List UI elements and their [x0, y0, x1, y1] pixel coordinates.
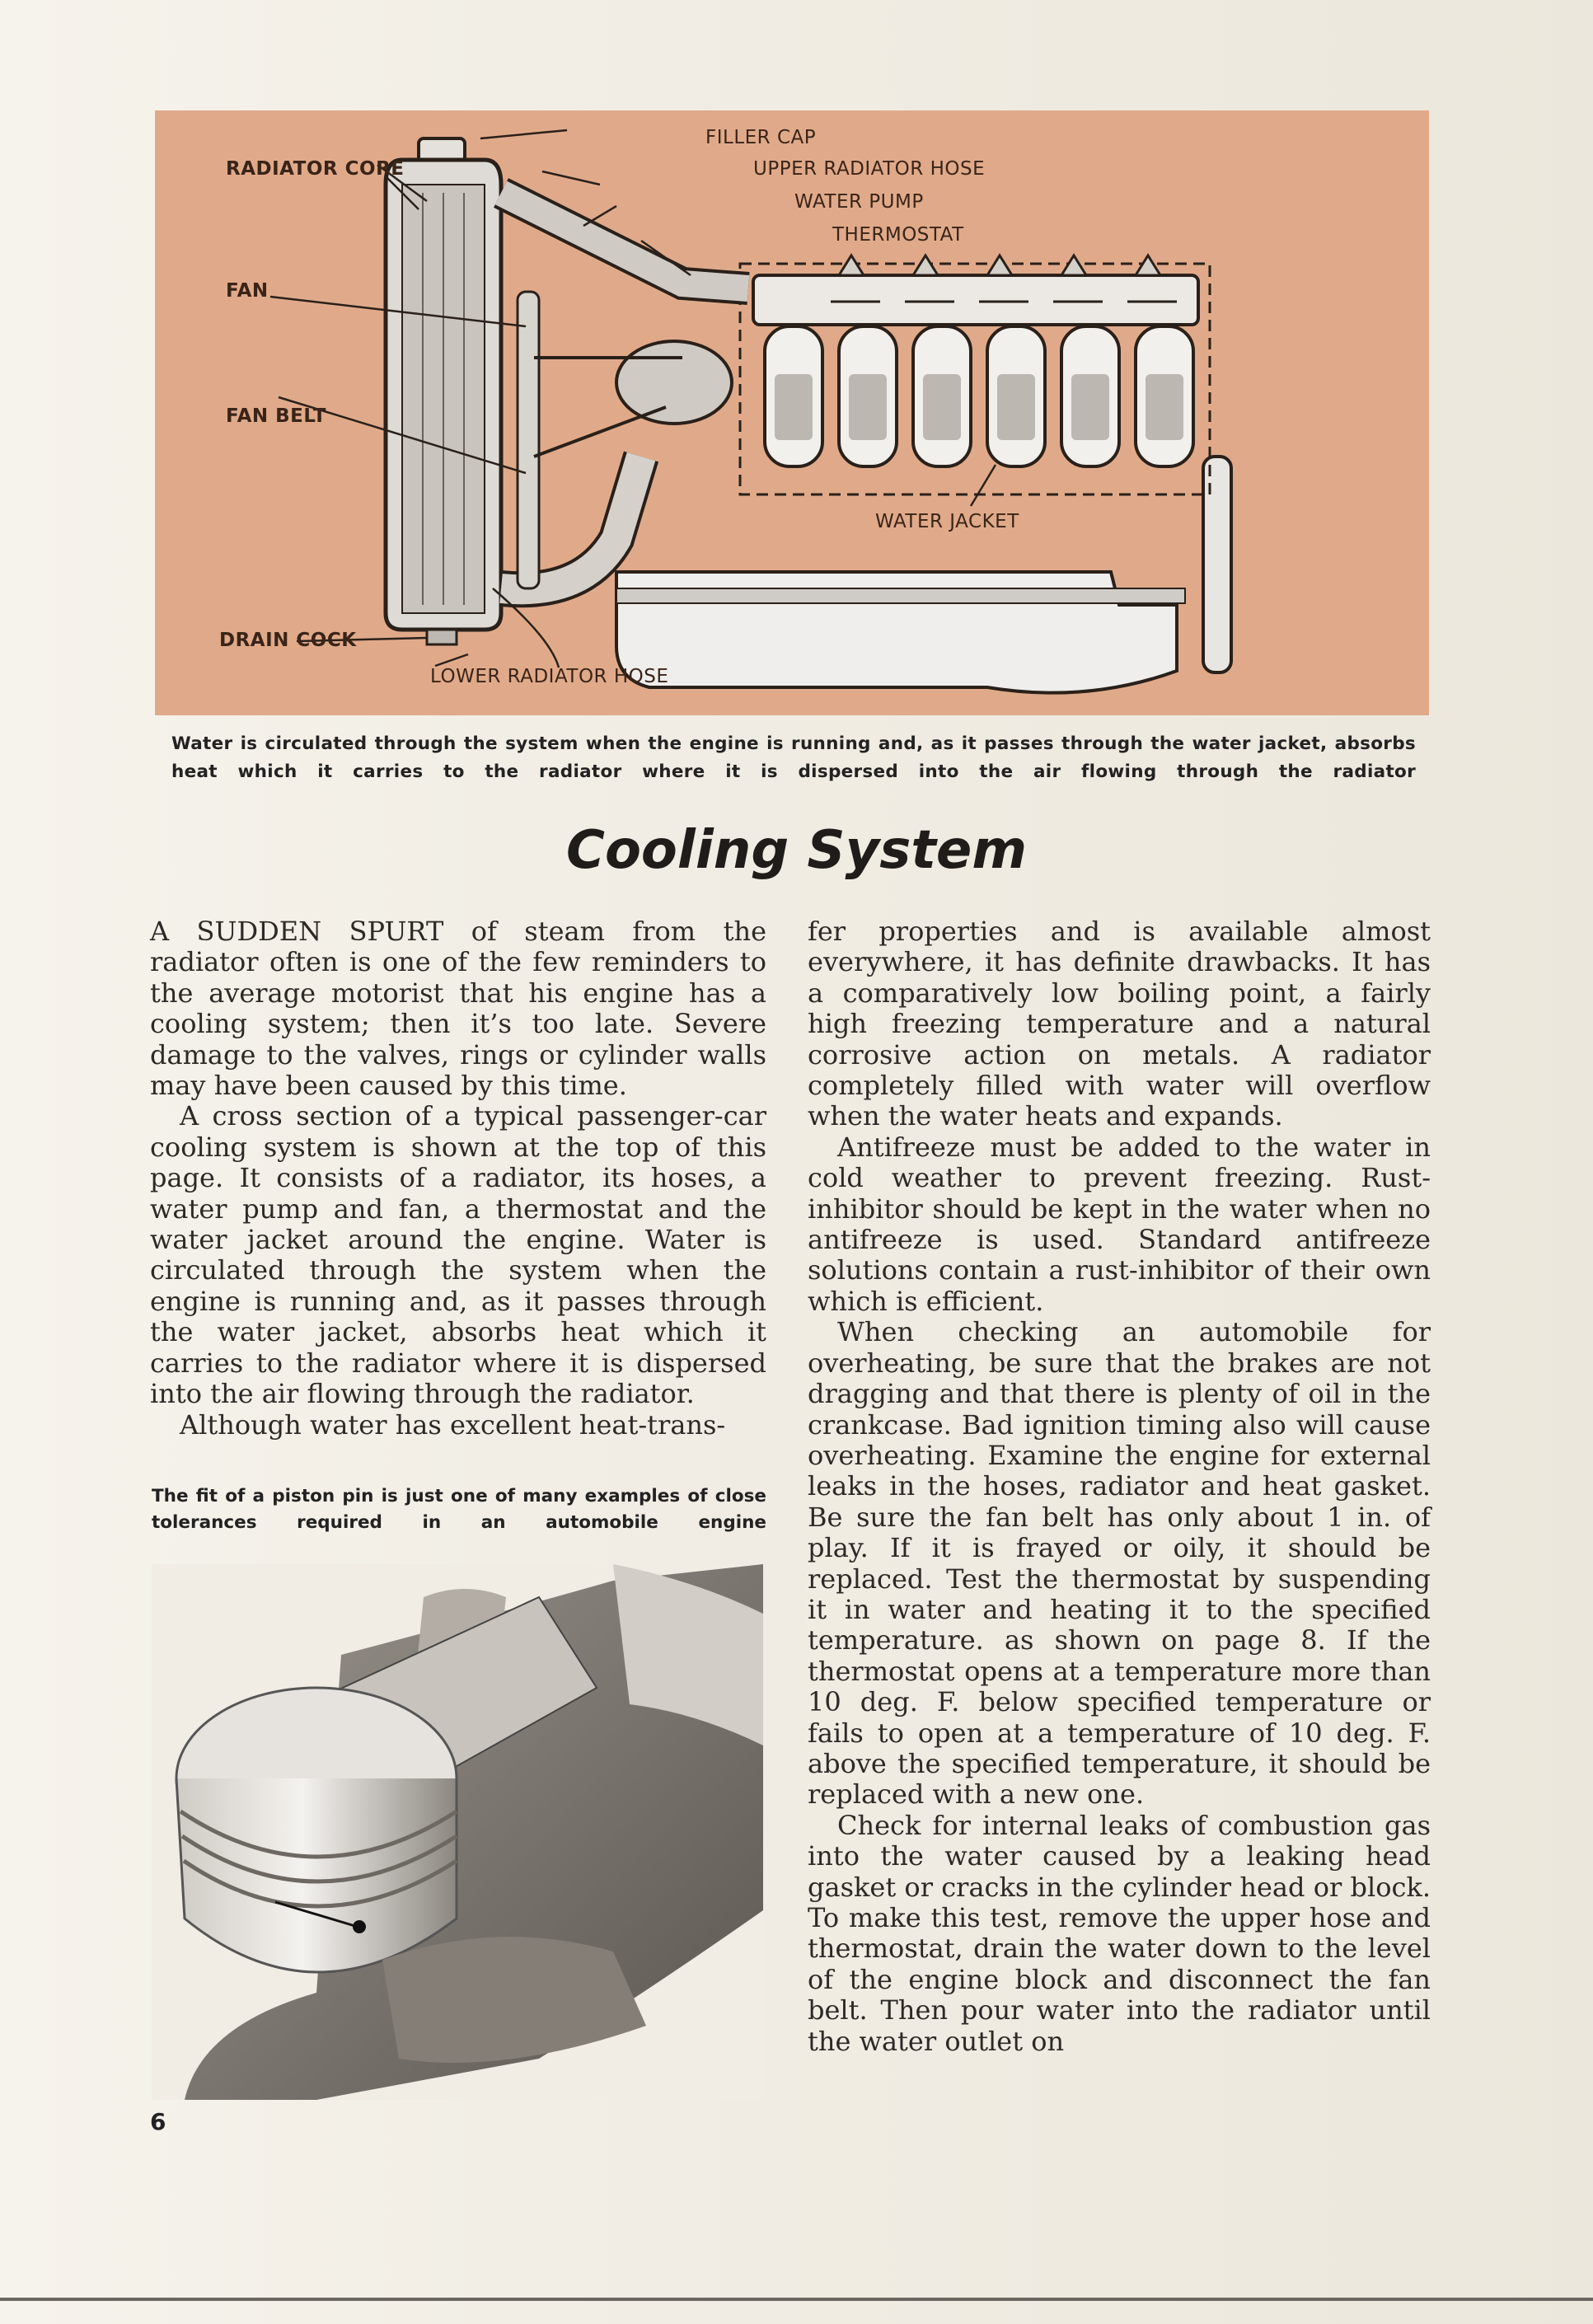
cooling-system-diagram	[155, 110, 1429, 715]
diagram-caption: Water is circulated through the system when the engine is running and, as it passes through the water jacket, absorbs heat which it carries to the radiator where it is dispersed into the air flowing through the radiator	[171, 733, 1416, 782]
label-fan: FAN	[226, 280, 269, 302]
label-fan-belt: FAN BELT	[226, 405, 326, 427]
page-title: Cooling System	[565, 820, 1028, 881]
label-upper-radiator-hose: UPPER RADIATOR HOSE	[753, 158, 986, 180]
paragraph: Check for internal leaks of combustion gas into the water caused by a leaking head gasket or cracks in the cylinder head or block. To make this test, remove the upper hose and thermostat, drain the water down to the level of the engine block and disconnect the fan belt. Then pour water into the radiator until the water outlet on	[808, 1809, 1431, 2057]
body-column-right	[808, 916, 1431, 2057]
label-water-jacket: WATER JACKET	[875, 511, 1019, 532]
paragraph: A SUDDEN SPURT of steam from the radiator often is one of the few reminders to the average motorist that his engine has a cooling system; then it’s too late. Severe damage to the valves, rings or cylinder walls may have been caused by this time.	[150, 916, 766, 1102]
piston-pin-photo	[152, 1564, 763, 2100]
paragraph: When checking an automobile for overheating, be sure that the brakes are not dragging and that there is plenty of oil in the crankcase. Bad ignition timing also will cause overheating. Examine the engine for external leaks in the hoses, radiator and heat gasket. Be sure the fan belt has only about 1 in. of play. If it is frayed or oily, it should be replaced. Test the thermostat by suspending it in water and heating it to the specified temperature. as shown on page 8. If the thermostat opens at a temperature more than 10 deg. F. below specified temperature or fails to open at a temperature of 10 deg. F. above the specified temperature, it should be replaced with a new one.	[808, 1316, 1431, 1811]
engine-cross-section-illustration	[155, 110, 1429, 715]
label-lower-radiator-hose: LOWER RADIATOR HOSE	[430, 666, 669, 687]
body-column-left	[150, 916, 766, 1441]
paragraph: Although water has excellent heat-trans-	[180, 1408, 726, 1441]
page-number: 6	[150, 2108, 166, 2135]
photo-caption: The fit of a piston pin is just one of many examples of close tolerances required in an automobile engine	[152, 1486, 766, 1533]
paragraph: Antifreeze must be added to the water in cold weather to prevent freezing. Rust-inhibitor should be kept in the water when no antifreeze is used. Standard antifreeze solutions contain a rust-inhibitor of their own which is efficient.	[808, 1131, 1431, 1317]
label-filler-cap: FILLER CAP	[705, 127, 817, 148]
label-radiator-core: RADIATOR CORE	[226, 158, 405, 180]
label-thermostat: THERMOSTAT	[832, 224, 964, 246]
label-drain-cock: DRAIN COCK	[219, 630, 357, 651]
paragraph: fer properties and is available almost everywhere, it has definite drawbacks. It has a comparatively low boiling point, a fairly high freezing temperature and a natural corrosive action on metals. A radiator completely filled with water will overflow when the water heats and expands.	[808, 916, 1431, 1132]
paragraph: A cross section of a typical passenger-car cooling system is shown at the top of this page. It consists of a radiator, its hoses, a water pump and fan, a thermostat and the water jacket around the engine. Water is circulated through the system when the engine is running and, as it passes through the water jacket, absorbs heat which it carries to the radiator where it is dispersed into the air flowing through the radiator.	[150, 1100, 766, 1410]
label-water-pump: WATER PUMP	[794, 191, 924, 213]
bottom-rule	[0, 2298, 1593, 2301]
